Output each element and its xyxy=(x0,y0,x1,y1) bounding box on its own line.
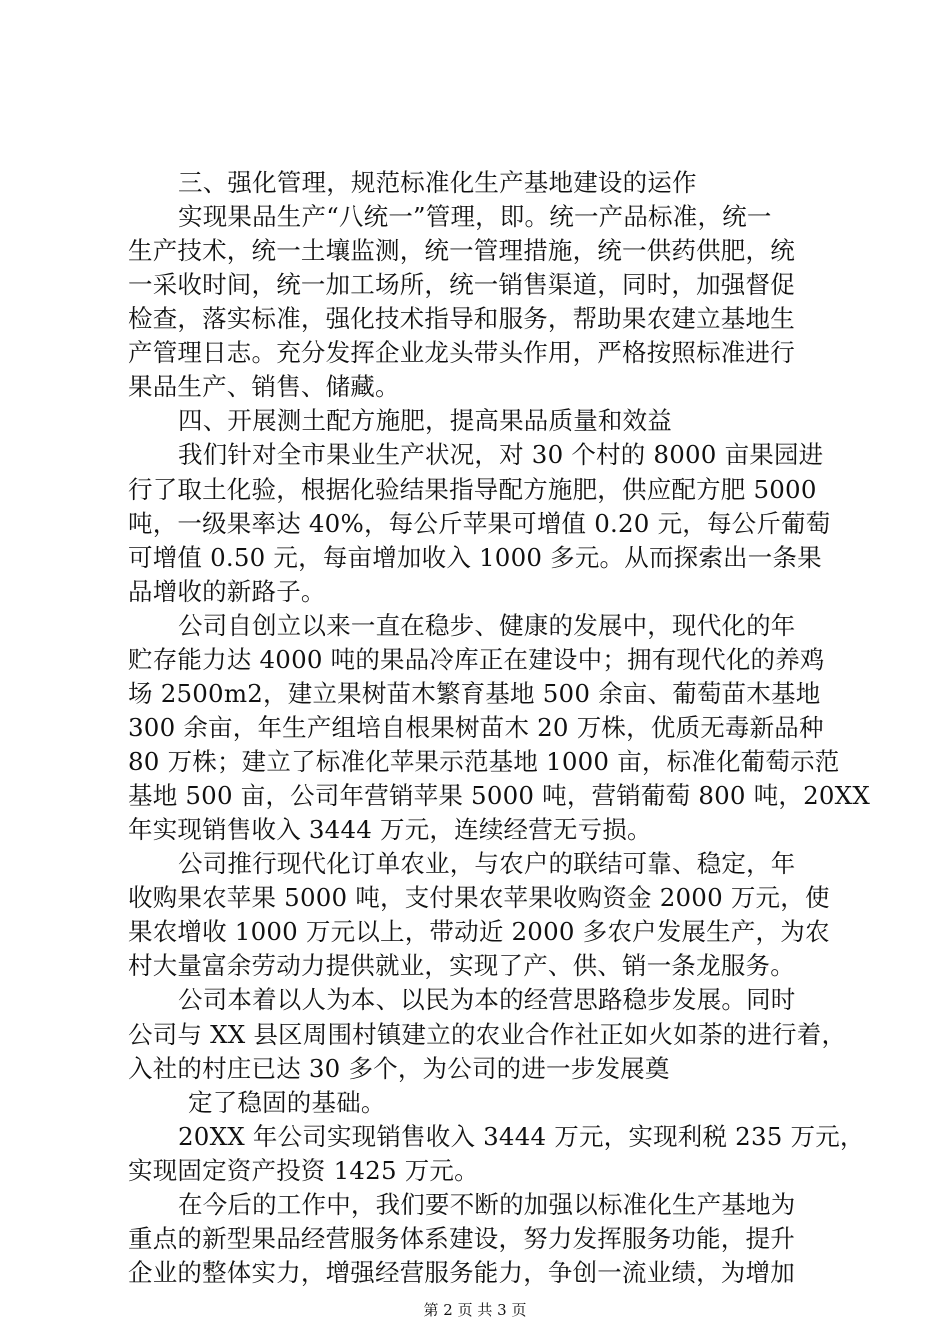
text-line: 20XX 年公司实现销售收入 3444 万元，实现利税 235 万元， xyxy=(178,1122,865,1151)
text-line: 场 2500m2，建立果树苗木繁育基地 500 余亩、葡萄苗木基地 xyxy=(128,679,821,708)
text-line: 公司自创立以来一直在稳步、健康的发展中，现代化的年 xyxy=(178,611,796,640)
text-line: 一采收时间，统一加工场所，统一销售渠道，同时，加强督促 xyxy=(128,270,795,299)
text-line: 果农增收 1000 万元以上，带动近 2000 多农户发展生产，为农 xyxy=(128,917,830,946)
text-line: 重点的新型果品经营服务体系建设，努力发挥服务功能，提升 xyxy=(128,1224,795,1253)
text-line: 公司与 XX 县区周围村镇建立的农业合作社正如火如荼的进行着， xyxy=(128,1020,847,1049)
text-line: 公司本着以人为本、以民为本的经营思路稳步发展。同时 xyxy=(178,985,796,1014)
text-line: 收购果农苹果 5000 吨，支付果农苹果收购资金 2000 万元，使 xyxy=(128,883,830,912)
text-line: 公司推行现代化订单农业，与农户的联结可靠、稳定，年 xyxy=(178,849,796,878)
text-line: 实现固定资产投资 1425 万元。 xyxy=(128,1156,479,1185)
text-line: 定了稳固的基础。 xyxy=(188,1088,386,1117)
text-line: 在今后的工作中，我们要不断的加强以标准化生产基地为 xyxy=(178,1190,796,1219)
text-line: 我们针对全市果业生产状况，对 30 个村的 8000 亩果园进 xyxy=(178,440,824,469)
text-line: 村大量富余劳动力提供就业，实现了产、供、销一条龙服务。 xyxy=(128,951,795,980)
text-line: 生产技术，统一土壤监测，统一管理措施，统一供药供肥，统 xyxy=(128,236,795,265)
text-line: 企业的整体实力，增强经营服务能力，争创一流业绩，为增加 xyxy=(128,1258,795,1287)
text-line: 产管理日志。充分发挥企业龙头带头作用，严格按照标准进行 xyxy=(128,338,795,367)
text-line: 80 万株；建立了标准化苹果示范基地 1000 亩，标准化葡萄示范 xyxy=(128,747,840,776)
text-line: 吨，一级果率达 40%，每公斤苹果可增值 0.20 元，每公斤葡萄 xyxy=(128,509,831,538)
text-line: 四、开展测土配方施肥，提高果品质量和效益 xyxy=(178,406,672,435)
text-line: 可增值 0.50 元，每亩增加收入 1000 多元。从而探索出一条果 xyxy=(128,543,822,572)
text-line: 实现果品生产“八统一”管理，即。统一产品标准，统一 xyxy=(178,202,772,231)
text-line: 300 余亩，年生产组培自根果树苗木 20 万株，优质无毒新品种 xyxy=(128,713,824,742)
text-line: 检查，落实标准，强化技术指导和服务，帮助果农建立基地生 xyxy=(128,304,795,333)
text-line: 果品生产、销售、储藏。 xyxy=(128,372,400,401)
text-line: 行了取土化验，根据化验结果指导配方施肥，供应配方肥 5000 xyxy=(128,475,817,504)
text-line: 基地 500 亩，公司年营销苹果 5000 吨，营销葡萄 800 吨，20XX xyxy=(128,781,870,810)
text-line: 品增收的新路子。 xyxy=(128,577,326,606)
page-number-footer: 第 2 页 共 3 页 xyxy=(423,1301,527,1319)
text-line: 三、强化管理，规范标准化生产基地建设的运作 xyxy=(178,168,697,197)
text-line: 入社的村庄已达 30 多个，为公司的进一步发展奠 xyxy=(128,1054,670,1083)
text-line: 贮存能力达 4000 吨的果品冷库正在建设中；拥有现代化的养鸡 xyxy=(128,645,825,674)
text-line: 年实现销售收入 3444 万元，连续经营无亏损。 xyxy=(128,815,652,844)
